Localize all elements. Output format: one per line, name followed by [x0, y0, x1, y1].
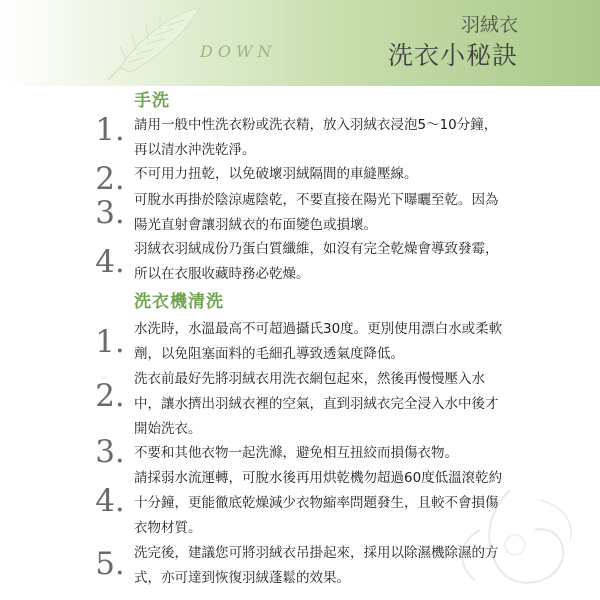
item-text: 可脫水再掛於陰涼處陰乾，不要直接在陽光下曝曬至乾。因為陽光直射會讓羽絨衣的布面變色或損壞。 — [134, 192, 499, 233]
item-number: 4. — [95, 244, 125, 280]
item-text: 羽絨衣羽絨成份乃蛋白質纖維，如沒有完全乾燥會導致發霉，所以在衣服收藏時務必乾燥。 — [134, 241, 499, 282]
page-title-line2: 洗衣小秘訣 — [387, 41, 518, 70]
item-text: 請採弱水流運轉，可脫水後再用烘乾機勿超過60度低溫滾乾約十分鐘，更能徹底乾燥減少衣物縮率問題發生，且較不會損傷衣物材質。 — [134, 470, 503, 536]
item-text: 不要和其他衣物一起洗滌，避免相互扭絞而損傷衣物。 — [134, 445, 458, 461]
page-title-line1: 羽絨衣 — [460, 14, 518, 36]
decorative-ornament-icon — [420, 470, 600, 600]
item-text: 洗完後，建議您可將羽絨衣吊掛起來，採用以除濕機除濕的方式，亦可達到恢復羽絨蓬鬆的效果。 — [134, 545, 499, 586]
item-text: 請用一般中性洗衣粉或洗衣精，放入羽絨衣浸泡5～10分鐘，再以清水沖洗乾淨。 — [134, 117, 498, 158]
feather-icon — [100, 2, 210, 84]
item-number: 1. — [95, 324, 125, 360]
item-number: 4. — [95, 483, 125, 519]
item-number: 2. — [95, 378, 125, 414]
section-heading-hand-wash: 手洗 — [134, 91, 170, 111]
item-text: 不可用力扭乾，以免破壞羽絨隔間的車縫壓線。 — [134, 166, 418, 182]
item-number: 2. — [95, 161, 125, 197]
item-number: 1. — [95, 112, 125, 148]
item-number: 3. — [95, 434, 125, 470]
down-decor-text: DOWN — [200, 42, 277, 61]
item-text: 洗衣前最好先將羽絨衣用洗衣網包起來，然後再慢慢壓入水中，讓水擠出羽絨衣裡的空氣，直到羽絨衣完全浸入水中後才開始洗衣。 — [134, 371, 499, 437]
item-number: 3. — [95, 195, 125, 231]
header-banner — [0, 0, 600, 86]
item-number: 5. — [95, 546, 125, 582]
section-heading-machine-wash: 洗衣機清洗 — [134, 292, 224, 312]
item-text: 水洗時，水溫最高不可超過攝氏30度。更別使用漂白水或柔軟劑，以免阻塞面料的毛細孔導致透氣度降低。 — [134, 321, 503, 362]
